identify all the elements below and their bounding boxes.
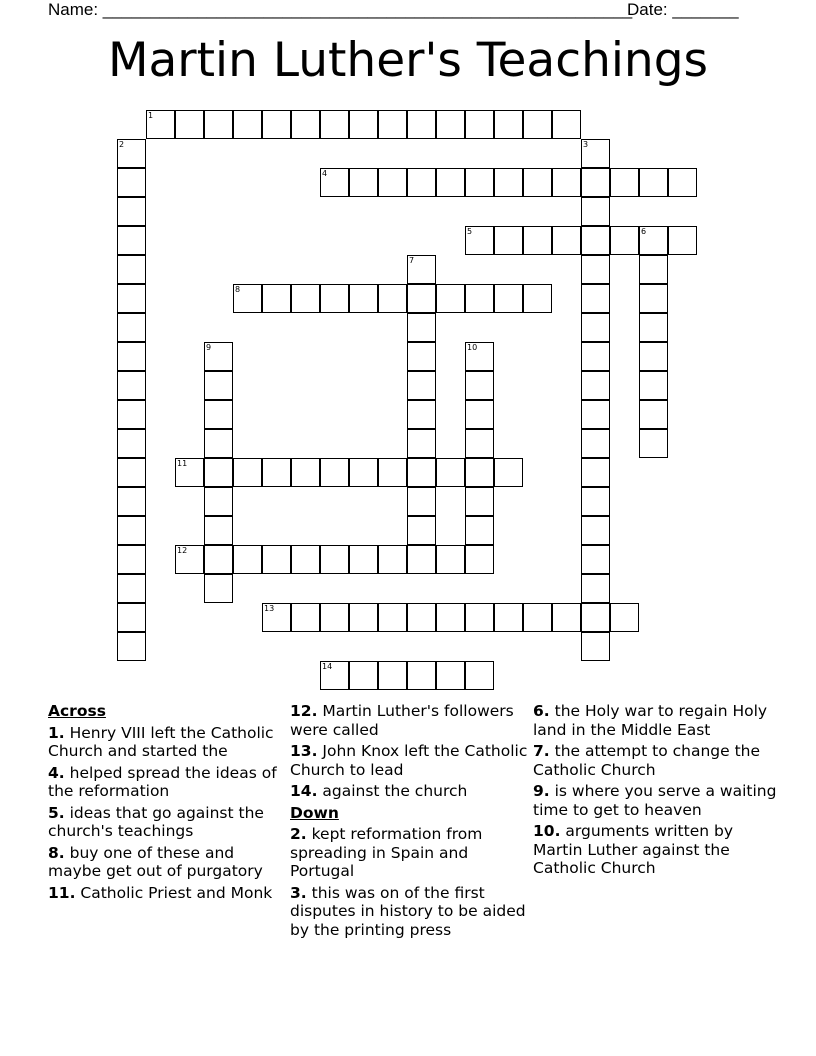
crossword-cell[interactable] — [581, 284, 610, 313]
crossword-cell[interactable] — [291, 110, 320, 139]
crossword-cell[interactable] — [320, 168, 349, 197]
crossword-cell[interactable] — [407, 603, 436, 632]
crossword-cell[interactable] — [581, 429, 610, 458]
cell-number: 8 — [235, 285, 241, 294]
crossword-cell[interactable] — [465, 458, 494, 487]
crossword-cell[interactable] — [581, 574, 610, 603]
crossword-cell[interactable] — [349, 545, 378, 574]
crossword-cell[interactable] — [117, 545, 146, 574]
crossword-cell[interactable] — [117, 313, 146, 342]
clue-down-3: 3. this was on of the first disputes in history to be aided by the printing press — [290, 883, 526, 939]
crossword-cell[interactable] — [639, 226, 668, 255]
down-heading: Down — [290, 803, 339, 822]
crossword-cell[interactable] — [117, 197, 146, 226]
crossword-cell[interactable] — [233, 458, 262, 487]
crossword-cell[interactable] — [291, 545, 320, 574]
crossword-cell[interactable] — [204, 487, 233, 516]
crossword-cell[interactable] — [407, 284, 436, 313]
crossword-cell[interactable] — [117, 226, 146, 255]
crossword-cell[interactable] — [117, 371, 146, 400]
crossword-cell[interactable] — [523, 168, 552, 197]
clues-column-2 — [290, 702, 530, 942]
name-field-label: Name: ________________________________________________________ — [48, 0, 633, 19]
cell-number: 14 — [322, 662, 333, 671]
date-field-label: Date: _______ — [627, 0, 739, 19]
crossword-cell[interactable] — [378, 603, 407, 632]
crossword-cell[interactable] — [175, 458, 204, 487]
crossword-cell[interactable] — [639, 371, 668, 400]
crossword-cell[interactable] — [378, 168, 407, 197]
crossword-cell[interactable] — [610, 603, 639, 632]
cell-number: 10 — [467, 343, 478, 352]
crossword-cell[interactable] — [494, 458, 523, 487]
crossword-cell[interactable] — [117, 632, 146, 661]
crossword-cell[interactable] — [581, 197, 610, 226]
crossword-cell[interactable] — [581, 371, 610, 400]
crossword-cell[interactable] — [494, 110, 523, 139]
crossword-cell[interactable] — [320, 458, 349, 487]
crossword-cell[interactable] — [204, 516, 233, 545]
cell-number: 3 — [583, 140, 589, 149]
crossword-cell[interactable] — [639, 342, 668, 371]
crossword-cell[interactable] — [523, 226, 552, 255]
crossword-cell[interactable] — [581, 313, 610, 342]
crossword-cell[interactable] — [465, 487, 494, 516]
clue-across-14: 14. against the church — [290, 782, 468, 800]
crossword-cell[interactable] — [581, 255, 610, 284]
crossword-cell[interactable] — [465, 516, 494, 545]
crossword-cell[interactable] — [262, 545, 291, 574]
clues-column-3 — [533, 702, 778, 881]
crossword-cell[interactable] — [117, 342, 146, 371]
clue-across-1: 1. Henry VIII left the Catholic Church and started the — [48, 723, 274, 760]
crossword-cell[interactable] — [204, 342, 233, 371]
crossword-cell[interactable] — [204, 545, 233, 574]
crossword-cell[interactable] — [407, 400, 436, 429]
crossword-cell[interactable] — [465, 342, 494, 371]
crossword-cell[interactable] — [407, 168, 436, 197]
crossword-cell[interactable] — [262, 284, 291, 313]
crossword-cell[interactable] — [204, 400, 233, 429]
cell-number: 2 — [119, 140, 125, 149]
crossword-cell[interactable] — [436, 284, 465, 313]
crossword-cell[interactable] — [407, 342, 436, 371]
cell-number: 5 — [467, 227, 473, 236]
crossword-cell[interactable] — [117, 168, 146, 197]
crossword-cell[interactable] — [378, 458, 407, 487]
crossword-cell[interactable] — [320, 661, 349, 690]
crossword-cell[interactable] — [117, 400, 146, 429]
crossword-cell[interactable] — [204, 574, 233, 603]
crossword-cell[interactable] — [494, 603, 523, 632]
crossword-cell[interactable] — [233, 110, 262, 139]
page-title: Martin Luther's Teachings — [107, 33, 709, 88]
crossword-cell[interactable] — [465, 110, 494, 139]
crossword-cell[interactable] — [436, 661, 465, 690]
crossword-cell[interactable] — [320, 284, 349, 313]
crossword-cell[interactable] — [407, 429, 436, 458]
crossword-cell[interactable] — [204, 458, 233, 487]
crossword-cell[interactable] — [117, 603, 146, 632]
clue-across-4: 4. helped spread the ideas of the reformation — [48, 763, 277, 800]
crossword-cell[interactable] — [407, 545, 436, 574]
crossword-cell[interactable] — [639, 429, 668, 458]
crossword-cell[interactable] — [407, 371, 436, 400]
crossword-cell[interactable] — [552, 226, 581, 255]
crossword-cell[interactable] — [117, 487, 146, 516]
crossword-cell[interactable] — [639, 400, 668, 429]
crossword-cell[interactable] — [639, 313, 668, 342]
crossword-cell[interactable] — [436, 110, 465, 139]
crossword-cell[interactable] — [349, 603, 378, 632]
crossword-cell[interactable] — [436, 545, 465, 574]
crossword-cell[interactable] — [378, 545, 407, 574]
crossword-cell[interactable] — [581, 632, 610, 661]
crossword-cell[interactable] — [407, 516, 436, 545]
clue-down-6: 6. the Holy war to regain Holy land in the Middle East — [533, 702, 768, 739]
crossword-cell[interactable] — [407, 661, 436, 690]
clue-down-7: 7. the attempt to change the Catholic Church — [533, 742, 761, 779]
crossword-cell[interactable] — [523, 603, 552, 632]
across-heading: Across — [48, 702, 106, 720]
crossword-cell[interactable] — [465, 371, 494, 400]
crossword-cell[interactable] — [320, 545, 349, 574]
crossword-cell[interactable] — [175, 545, 204, 574]
clue-across-8: 8. buy one of these and maybe get out of purgatory — [48, 843, 263, 880]
crossword-cell[interactable] — [465, 400, 494, 429]
crossword-cell[interactable] — [233, 284, 262, 313]
crossword-cell[interactable] — [378, 110, 407, 139]
clue-down-10: 10. arguments written by Martin Luther against the Catholic Church — [533, 822, 734, 877]
crossword-cell[interactable] — [117, 139, 146, 168]
cell-number: 11 — [177, 459, 188, 468]
crossword-cell[interactable] — [581, 545, 610, 574]
crossword-cell[interactable] — [262, 458, 291, 487]
crossword-cell[interactable] — [610, 226, 639, 255]
crossword-cell[interactable] — [581, 458, 610, 487]
crossword-cell[interactable] — [117, 516, 146, 545]
cell-number: 12 — [177, 546, 188, 555]
crossword-cell[interactable] — [349, 168, 378, 197]
crossword-cell[interactable] — [407, 313, 436, 342]
crossword-cell[interactable] — [581, 487, 610, 516]
crossword-cell[interactable] — [465, 545, 494, 574]
crossword-cell[interactable] — [349, 110, 378, 139]
crossword-cell[interactable] — [465, 226, 494, 255]
crossword-cell[interactable] — [639, 168, 668, 197]
crossword-cell[interactable] — [204, 371, 233, 400]
crossword-cell[interactable] — [581, 603, 610, 632]
crossword-cell[interactable] — [465, 429, 494, 458]
crossword-cell[interactable] — [436, 168, 465, 197]
crossword-cell[interactable] — [146, 110, 175, 139]
cell-number: 7 — [409, 256, 415, 265]
crossword-cell[interactable] — [117, 255, 146, 284]
clue-across-13: 13. John Knox left the Catholic Church to lead — [290, 742, 528, 779]
crossword-cell[interactable] — [407, 487, 436, 516]
clue-across-12: 12. Martin Luther's followers were called — [290, 702, 514, 739]
crossword-cell[interactable] — [436, 458, 465, 487]
crossword-cell[interactable] — [465, 661, 494, 690]
crossword-cell[interactable] — [494, 168, 523, 197]
crossword-cell[interactable] — [117, 284, 146, 313]
crossword-cell[interactable] — [320, 603, 349, 632]
crossword-cell[interactable] — [378, 661, 407, 690]
crossword-cell[interactable] — [610, 168, 639, 197]
clue-across-11: 11. Catholic Priest and Monk — [48, 883, 273, 902]
crossword-cell[interactable] — [668, 226, 697, 255]
crossword-cell[interactable] — [465, 168, 494, 197]
crossword-cell[interactable] — [523, 284, 552, 313]
crossword-cell[interactable] — [320, 110, 349, 139]
crossword-cell[interactable] — [291, 458, 320, 487]
crossword-cell[interactable] — [262, 603, 291, 632]
crossword-cell[interactable] — [581, 342, 610, 371]
crossword-cell[interactable] — [117, 458, 146, 487]
clue-down-9: 9. is where you serve a waiting time to get to heaven — [533, 782, 777, 819]
crossword-cell[interactable] — [581, 168, 610, 197]
crossword-cell[interactable] — [204, 429, 233, 458]
cell-number: 4 — [322, 169, 328, 178]
crossword-cell[interactable] — [581, 400, 610, 429]
crossword-cell[interactable] — [407, 458, 436, 487]
crossword-cell[interactable] — [552, 603, 581, 632]
crossword-cell[interactable] — [378, 284, 407, 313]
crossword-cell[interactable] — [233, 545, 262, 574]
cell-number: 13 — [264, 604, 275, 613]
crossword-cell[interactable] — [117, 429, 146, 458]
clues-column-1 — [48, 702, 288, 905]
crossword-cell[interactable] — [581, 139, 610, 168]
crossword-cell[interactable] — [349, 661, 378, 690]
crossword-cell[interactable] — [349, 284, 378, 313]
crossword-cell[interactable] — [204, 110, 233, 139]
clue-down-2: 2. kept reformation from spreading in Spain and Portugal — [290, 825, 483, 880]
crossword-cell[interactable] — [552, 110, 581, 139]
crossword-cell[interactable] — [552, 168, 581, 197]
clue-across-5: 5. ideas that go against the church's teachings — [48, 803, 264, 840]
crossword-cell[interactable] — [523, 110, 552, 139]
crossword-cell[interactable] — [291, 284, 320, 313]
crossword-cell[interactable] — [349, 458, 378, 487]
cell-number: 1 — [148, 111, 154, 120]
crossword-cell[interactable] — [494, 284, 523, 313]
crossword-cell[interactable] — [639, 284, 668, 313]
crossword-cell[interactable] — [465, 603, 494, 632]
cell-number: 6 — [641, 227, 647, 236]
crossword-cell[interactable] — [407, 255, 436, 284]
crossword-cell[interactable] — [494, 226, 523, 255]
crossword-cell[interactable] — [581, 226, 610, 255]
crossword-cell[interactable] — [262, 110, 291, 139]
cell-number: 9 — [206, 343, 212, 352]
crossword-cell[interactable] — [639, 255, 668, 284]
crossword-cell[interactable] — [436, 603, 465, 632]
crossword-cell[interactable] — [465, 284, 494, 313]
crossword-cell[interactable] — [291, 603, 320, 632]
crossword-cell[interactable] — [175, 110, 204, 139]
crossword-cell[interactable] — [581, 516, 610, 545]
crossword-cell[interactable] — [117, 574, 146, 603]
crossword-cell[interactable] — [407, 110, 436, 139]
crossword-cell[interactable] — [668, 168, 697, 197]
